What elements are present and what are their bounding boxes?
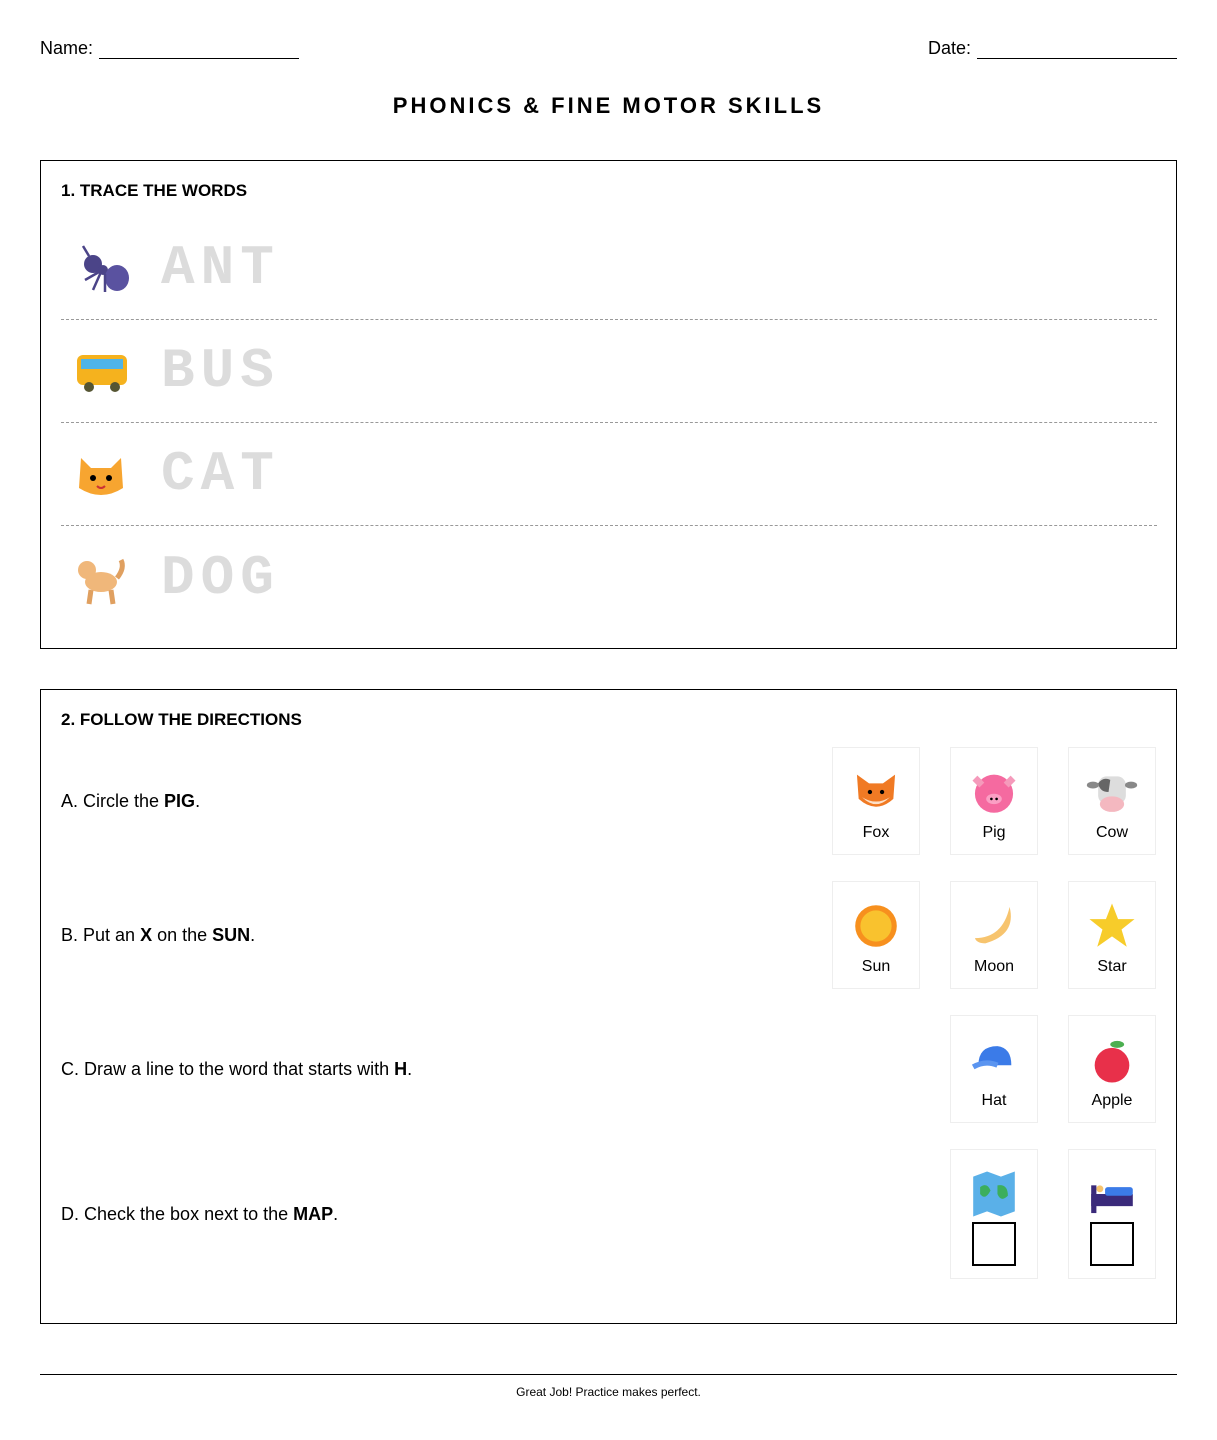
cow-icon — [1086, 766, 1138, 818]
cat-icon — [71, 444, 131, 504]
apple-icon — [1086, 1034, 1138, 1086]
option-label: Pig — [982, 824, 1006, 841]
direction-text — [61, 791, 200, 812]
option-card-moon[interactable] — [950, 881, 1038, 989]
page-title: PHONICS & FINE MOTOR SKILLS — [392, 93, 825, 118]
footer-text: Great Job! Practice makes perfect. — [516, 1385, 701, 1399]
dog-icon — [71, 548, 131, 608]
direction-text — [61, 1059, 412, 1080]
sun-icon — [850, 900, 902, 952]
sun-icon — [850, 900, 902, 952]
option-card-apple[interactable] — [1068, 1015, 1156, 1123]
option-label: Fox — [862, 824, 890, 841]
option-card-map[interactable] — [950, 1149, 1038, 1279]
map-icon — [968, 1168, 1020, 1220]
direction-text — [61, 925, 255, 946]
direction-keyword: MAP — [293, 1204, 334, 1224]
bus-icon — [71, 341, 131, 401]
trace-word[interactable]: DOG — [161, 545, 280, 610]
direction-keyword: PIG — [164, 791, 196, 811]
checkbox[interactable] — [1090, 1222, 1134, 1266]
trace-row — [61, 423, 1157, 526]
direction-suffix: . — [407, 1059, 413, 1079]
option-label: Cow — [1095, 824, 1128, 841]
direction-mid: on the — [152, 925, 213, 945]
trace-word[interactable]: BUS — [161, 339, 280, 403]
bed-icon — [1086, 1168, 1138, 1220]
trace-word[interactable]: ANT — [161, 236, 280, 300]
cat-icon — [71, 444, 131, 504]
option-card-sun[interactable] — [832, 881, 920, 989]
direction-prefix: C. Draw a line to the word that starts with — [61, 1059, 395, 1079]
option-label: Hat — [981, 1092, 1007, 1109]
directions-section — [40, 689, 1177, 1324]
section-title: 1. TRACE THE WORDS — [61, 181, 248, 200]
bus-icon — [71, 341, 131, 401]
direction-keyword: H — [394, 1059, 408, 1079]
name-line[interactable] — [99, 41, 299, 59]
bed-icon — [1086, 1168, 1138, 1220]
map-icon — [968, 1168, 1020, 1220]
direction-text — [61, 1204, 338, 1225]
direction-suffix: . — [333, 1204, 339, 1224]
dog-icon — [71, 548, 131, 608]
fox-icon — [850, 766, 902, 818]
trace-row — [61, 320, 1157, 423]
footer-divider — [40, 1374, 1177, 1375]
trace-word[interactable]: CAT — [161, 442, 280, 506]
direction-keyword: X — [140, 925, 153, 945]
date-line[interactable] — [977, 41, 1177, 59]
date-field — [928, 38, 1177, 59]
pig-icon — [968, 766, 1020, 818]
fox-icon — [850, 766, 902, 818]
name-field — [40, 38, 299, 59]
moon-icon — [968, 900, 1020, 952]
date-label: Date: — [927, 38, 971, 58]
ant-icon — [71, 238, 131, 298]
option-card-cow[interactable] — [1068, 747, 1156, 855]
option-label: Star — [1097, 958, 1127, 975]
option-card-fox[interactable] — [832, 747, 920, 855]
ant-icon — [71, 238, 131, 298]
moon-icon — [968, 900, 1020, 952]
section-title: 2. FOLLOW THE DIRECTIONS — [61, 710, 302, 729]
checkbox[interactable] — [972, 1222, 1016, 1266]
option-card-hat[interactable] — [950, 1015, 1038, 1123]
hat-icon — [968, 1034, 1020, 1086]
direction-suffix: . — [250, 925, 256, 945]
trace-section — [40, 160, 1177, 649]
name-label: Name: — [40, 38, 94, 58]
apple-icon — [1086, 1034, 1138, 1086]
hat-icon — [968, 1034, 1020, 1086]
option-label: Moon — [973, 958, 1015, 975]
direction-suffix: . — [195, 791, 201, 811]
trace-row — [61, 217, 1157, 320]
option-card-bed[interactable] — [1068, 1149, 1156, 1279]
direction-prefix: D. Check the box next to the — [61, 1204, 294, 1224]
trace-row — [61, 526, 1157, 629]
star-icon — [1086, 900, 1138, 952]
star-icon — [1086, 900, 1138, 952]
pig-icon — [968, 766, 1020, 818]
option-card-pig[interactable] — [950, 747, 1038, 855]
option-label: Apple — [1091, 1092, 1133, 1109]
option-card-star[interactable] — [1068, 881, 1156, 989]
direction-keyword: SUN — [212, 925, 251, 945]
cow-icon — [1086, 766, 1138, 818]
direction-prefix: A. Circle the — [61, 791, 165, 811]
option-label: Sun — [861, 958, 891, 975]
direction-prefix: B. Put an — [61, 925, 141, 945]
